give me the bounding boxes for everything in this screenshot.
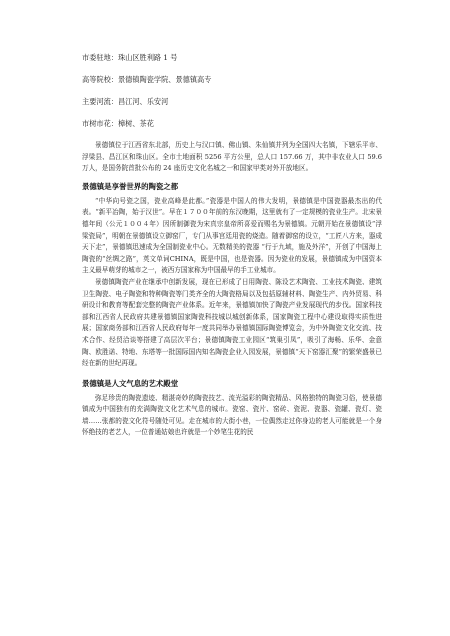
paragraph-porcelain-industry: 景德镇陶瓷产业在继承中创新发展，现在已形成了日用陶瓷、陈设艺术陶瓷、工业技术陶瓷、建筑卫生陶瓷、电子陶瓷和特种陶瓷等门类齐全的大陶瓷格局以及包括原辅材料、陶瓷生产、内外贸易、科研设计和教育等配套完整的陶瓷产业体系。近年来，景德镇加快了陶瓷产业发展现代的步伐。国家科技部和江西省人民政府共建景德镇国家陶瓷科技城以城创新体系，国家陶瓷工程中心建设取得实质性进展；国家商务部和江西省人民政府每年一度共同举办景德镇国际陶瓷博览会，为中外陶瓷文化交流、技术合作、经贸洽谈等搭建了高层次平台；景德镇陶瓷工业园区“筑巢引凤”，吸引了海畅、乐华、金意陶、欧胜诺、特地、东塔等一批国际国内知名陶瓷企业入园发展，景德镇“天下窑器汇聚”的繁荣盛景已经在新的世纪再现。 <box>82 277 382 368</box>
info-city-tree-flower: 市树市花：樟树、茶花 <box>82 119 154 128</box>
section-heading-art-palace: 景德镇是人文气息的艺术殿堂 <box>82 378 179 388</box>
document-body <box>82 52 382 439</box>
intro-paragraph: 景德镇位于江西省东北部，历史上与汉口镇、佛山镇、朱仙镇并列为全国四大名镇，下辖乐平市、浮梁县、昌江区和珠山区。全市土地面积 5256 平方公里，总人口 157.66 万，其中非农业人口 59.6 万人，是国务院首批公布的 24 座历史文化名城之一和国家甲类对外开放地区。 <box>82 141 382 173</box>
section-heading-porcelain-capital: 景德镇是享誉世界的陶瓷之都 <box>82 181 179 191</box>
info-universities: 高等院校：景德镇陶瓷学院、景德镇高专 <box>82 75 212 84</box>
info-city-hall: 市委驻地：珠山区胜利路 1 号 <box>82 53 178 62</box>
info-rivers: 主要河流：昌江河、乐安河 <box>82 97 169 106</box>
paragraph-art-culture: 弥足珍贵的陶瓷遗迹、精湛奇妙的陶瓷技艺、流光溢彩的陶瓷精品、风格独特的陶瓷习俗，使景德镇成为中国独有的充满陶瓷文化艺术气息的城市。瓷窑、瓷片、窑砖、瓷泥、瓷器、瓷罐、瓷灯、瓷墙……张都的瓷文化符号随处可见。走在城市的大街小巷，一位偶然走过你身边的老人可能就是一个身怀绝技的老艺人，一位普通姑娘也许就是一个妙笔生花的民 <box>82 393 382 437</box>
paragraph-porcelain-history: “中华向号瓷之国，瓷业高峰是此都。”瓷器是中国人的伟大发明，景德镇是中国瓷器最杰出的代表。“新平冶陶，始于汉世”。早在１７００年前的东汉晚期，这里就有了一定规模的瓷业生产。北宋景德年间（公元１００４年）因所制御瓷为宋真宗皇帝所喜爱而赐名为景德镇。元朝开始在景德镇设“浮梁瓷局”，明朝在景德镇设立御窑厂，专门从事宫廷用瓷的烧造。随着御窑的设立，“工匠八方来，器成天下走”，景德镇迅速成为全国制瓷业中心。无数精美的瓷器 “行于九域，施及外洋”，开创了中国海上陶瓷的“丝绸之路”，英文单词CHINA，既是中国，也是瓷器。因为瓷业的发展，景德镇成为中国资本主义最早萌芽的城市之一，被西方国家称为中国最早的手工业城市。 <box>82 196 382 275</box>
